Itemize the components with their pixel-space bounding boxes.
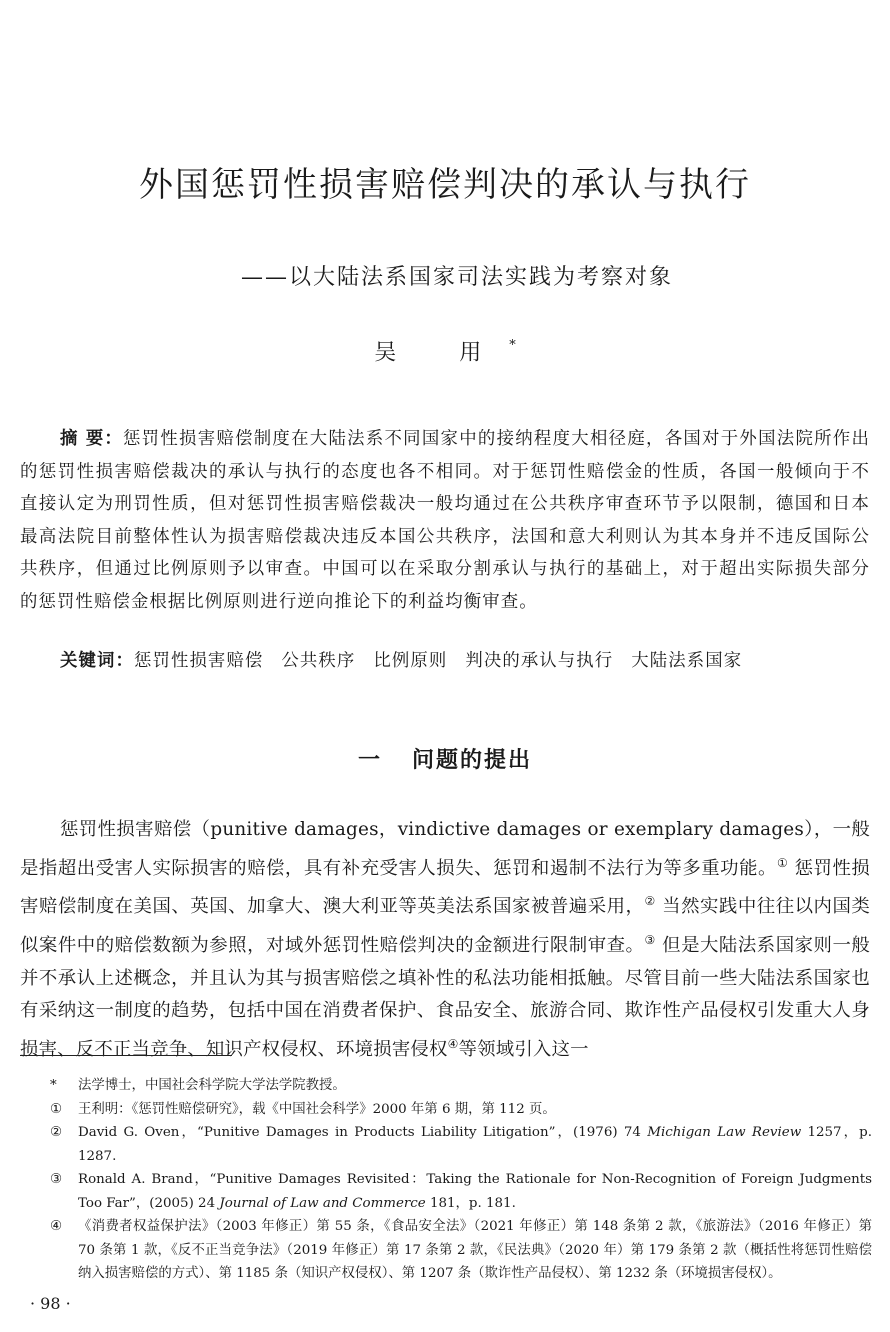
citation-text: 1257，p. 1287. — [78, 1125, 872, 1164]
footnote — [50, 1121, 872, 1168]
abstract-text: 惩罚性损害赔偿制度在大陆法系不同国家中的接纳程度大相径庭，各国对于外国法院所作出的惩罚性损害赔偿裁决的承认与执行的态度也各不相同。对于惩罚性赔偿金的性质，各国一般倾向于不直接认定为刑罚性质，但对惩罚性损害赔偿裁决一般均通过在公共秩序审查环节予以限制，德国和日本最高法院目前整体性认为损害赔偿裁决违反本国公共秩序，法国和意大利则认为其本身并不违反国际公共秩序，但通过比例原则予以审查。中国可以在采取分割承认与执行的基础上，对于超出实际损失部分的惩罚性赔偿金根据比例原则进行逆向推论下的利益均衡审查。 — [20, 429, 870, 612]
citation-text: 181，p. 181. — [425, 1195, 516, 1211]
footnote-ref[interactable]: ④ — [447, 1036, 459, 1051]
keyword-item: 大陆法系国家 — [631, 651, 743, 671]
keyword-item: 比例原则 — [373, 651, 448, 671]
footnotes — [50, 1074, 872, 1286]
body-text-part: 等领域引入这一 — [458, 1039, 589, 1061]
footnote — [50, 1098, 872, 1122]
journal-name: Michigan Law Review — [647, 1125, 802, 1140]
keyword-item: 公共秩序 — [281, 651, 356, 671]
abstract — [20, 423, 870, 618]
footnote — [50, 1168, 872, 1215]
footnote-text — [78, 1121, 872, 1168]
footnote-divider — [20, 1055, 232, 1056]
body-text-part: 惩罚性损害赔偿（punitive damages，vindictive damages or exemplary damages），一般是指超出受害人实际损害的赔偿，具有补充受害人损失、惩罚和遏制不法行为等多重功能。 — [20, 819, 870, 879]
abstract-label: 摘 要： — [60, 429, 123, 449]
section-number: 一 — [357, 748, 382, 773]
body-text-part: 惩罚性损害赔偿制度在美国、英国、加拿大、澳大利亚等英美法系国家被普遍采用， — [20, 857, 870, 918]
paper-title: 外国惩罚性损害赔偿判决的承认与执行 — [139, 165, 751, 205]
footnote-mark: ② — [50, 1125, 63, 1140]
footnote-text: 王利明：《惩罚性赔偿研究》，载《中国社会科学》2000 年第 6 期，第 112 页。 — [78, 1101, 556, 1117]
footnote-mark: ① — [50, 1101, 63, 1117]
footnote-ref[interactable]: ③ — [644, 933, 656, 948]
citation-text: Ronald A. Brand，“Punitive Damages Revisited：Taking the Rationale for Non-Recognition of Foreign Judgments Too Far”，(2005) 24 — [78, 1172, 872, 1211]
author-line — [0, 332, 890, 369]
journal-name: Journal of Law and Commerce — [219, 1195, 426, 1211]
keywords-label: 关键词： — [60, 651, 134, 671]
author-name: 吴 用 — [374, 340, 510, 366]
footnote-ref[interactable]: ① — [776, 855, 789, 870]
page-number: · 98 · — [30, 1294, 71, 1313]
footnote-mark: * — [50, 1078, 57, 1093]
footnote-text: 《消费者权益保护法》（2003 年修正）第 55 条，《食品安全法》（2021 年修正）第 148 条第 2 款，《旅游法》（2016 年修正）第 70 条第 1 款，《反不正当竞争法》（2019 年修正）第 17 条第 2 款，《民法典》（2020 年）第 179 条第 2 款（概括性将惩罚性赔偿纳入损害赔偿的方式）、第 1185 条（知识产权侵权）、第 1207 条（欺诈性产品侵权）、第 1232 条（环境损害侵权）。 — [78, 1219, 872, 1281]
footnote-text: 法学博士，中国社会科学院大学法学院教授。 — [78, 1078, 346, 1093]
footnote — [50, 1215, 872, 1286]
author-footnote-mark: * — [509, 338, 516, 353]
section-heading — [0, 743, 890, 779]
keyword-item: 判决的承认与执行 — [465, 651, 614, 671]
body-text-part: 当然实践中往往以内国类似案件中的赔偿数额为参照，对域外惩罚性赔偿判决的金额进行限制审查。 — [20, 896, 870, 957]
footnote-ref[interactable]: ② — [644, 894, 656, 909]
section-title: 问题的提出 — [412, 748, 533, 773]
keyword-item: 惩罚性损害赔偿 — [133, 651, 264, 671]
keywords — [60, 645, 870, 677]
footnote-mark: ③ — [50, 1172, 63, 1187]
citation-text: David G. Oven，“Punitive Damages in Products Liability Litigation”，(1976) 74 — [78, 1125, 648, 1140]
footnote-text — [78, 1168, 872, 1215]
footnote — [50, 1074, 872, 1098]
footnote-mark: ④ — [50, 1219, 63, 1234]
paper-subtitle: ——以大陆法系国家司法实践为考察对象 — [240, 265, 673, 290]
body-paragraph — [20, 814, 870, 1067]
body-text-part: 但是大陆法系国家则一般并不承认上述概念，并且认为其与损害赔偿之填补性的私法功能相抵触。尽管目前一些大陆法系国家也有采纳这一制度的趋势，包括中国在消费者保护、食品安全、旅游合同、欺诈性产品侵权引发重大人身损害、反不正当竞争、知识产权侵权、环境损害侵权 — [20, 935, 870, 1061]
